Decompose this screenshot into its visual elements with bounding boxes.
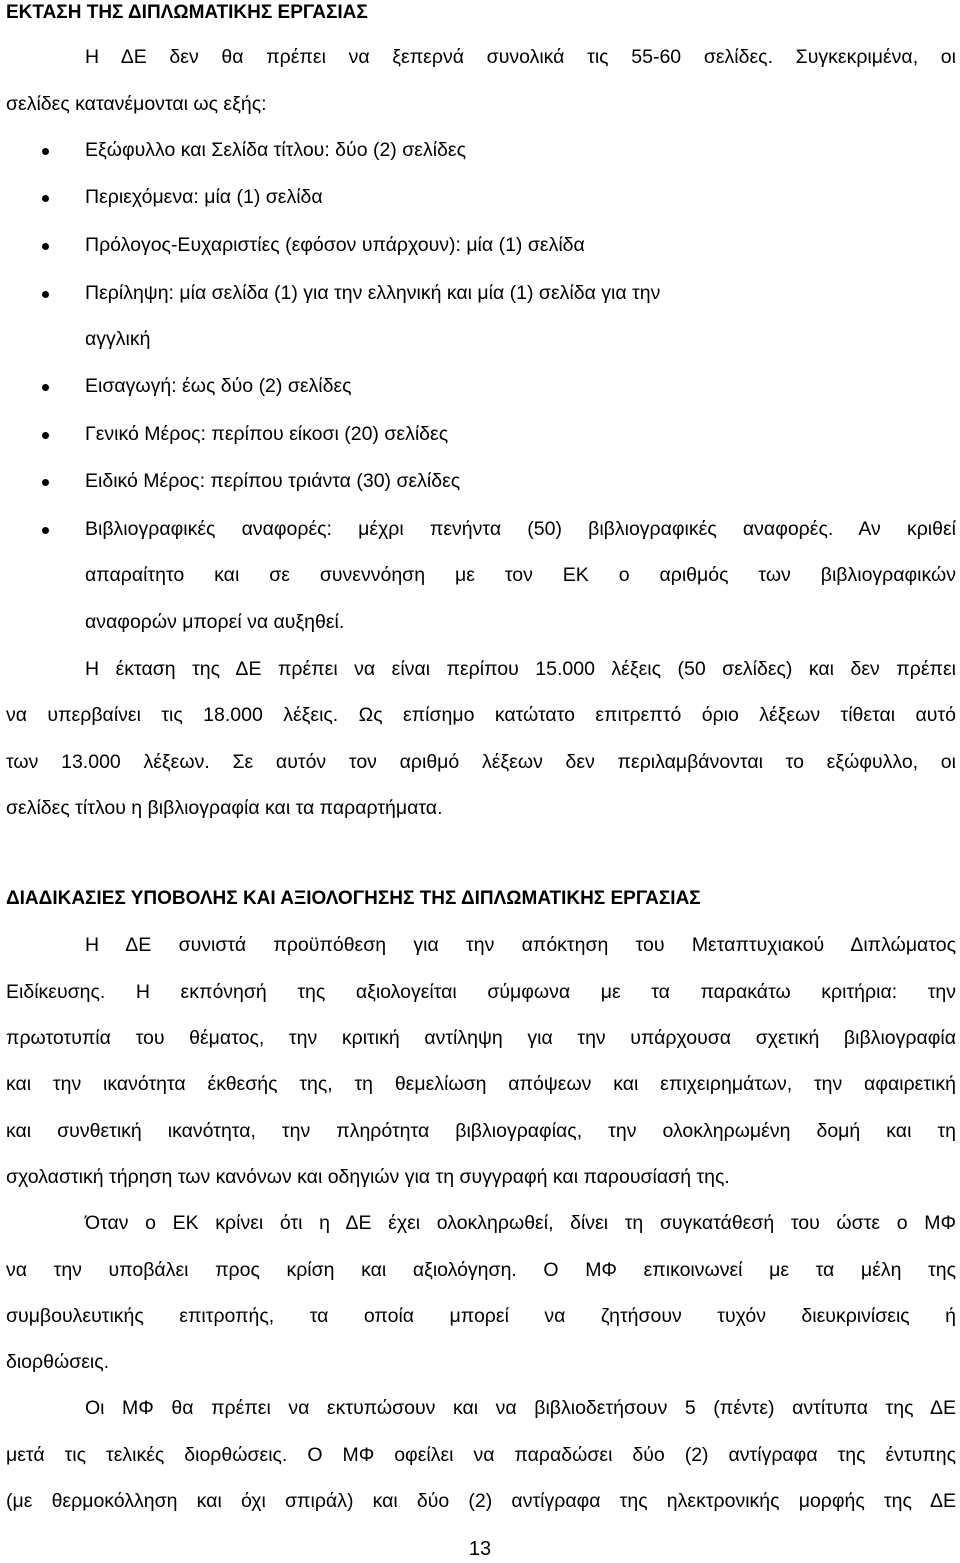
- list-item-continuation: αγγλική: [85, 328, 151, 350]
- list-item: Πρόλογος-Ευχαριστίες (εφόσον υπάρχουν): μία (1) σελίδα: [85, 234, 585, 256]
- list-item: Γενικό Μέρος: περίπου είκοσι (20) σελίδες: [85, 423, 449, 445]
- paragraph-line: πρωτοτυπία του θέματος, την κριτική αντίληψη για την υπάρχουσα σχετική βιβλιογραφία: [6, 1027, 956, 1049]
- list-item: Περιεχόμενα: μία (1) σελίδα: [85, 186, 323, 208]
- paragraph-line: Ειδίκευσης. Η εκπόνησή της αξιολογείται σύμφωνα με τα παρακάτω κριτήρια: την: [6, 981, 956, 1003]
- section-heading-extent: ΕΚΤΑΣΗ ΤΗΣ ΔΙΠΛΩΜΑΤΙΚΗΣ ΕΡΓΑΣΙΑΣ: [6, 2, 368, 23]
- paragraph-line: Η ΔΕ συνιστά προϋπόθεση για την απόκτηση του Μεταπτυχιακού Διπλώματος: [85, 934, 956, 956]
- paragraph-line: συμβουλευτικής επιτροπής, τα οποία μπορεί να ζητήσουν τυχόν διευκρινίσεις ή: [6, 1305, 956, 1327]
- bullet-icon: [42, 384, 49, 391]
- list-item: Εισαγωγή: έως δύο (2) σελίδες: [85, 375, 352, 397]
- paragraph-line: σελίδες κατανέμονται ως εξής:: [6, 93, 267, 115]
- paragraph-line: Η ΔΕ δεν θα πρέπει να ξεπερνά συνολικά τις 55-60 σελίδες. Συγκεκριμένα, οι: [85, 46, 956, 68]
- list-item-continuation: αναφορών μπορεί να αυξηθεί.: [85, 611, 345, 633]
- bullet-icon: [42, 148, 49, 155]
- list-item: Εξώφυλλο και Σελίδα τίτλου: δύο (2) σελίδες: [85, 139, 466, 161]
- list-item: Ειδικό Μέρος: περίπου τριάντα (30) σελίδες: [85, 470, 461, 492]
- paragraph-line: να την υποβάλει προς κρίση και αξιολόγηση. Ο ΜΦ επικοινωνεί με τα μέλη της: [6, 1259, 956, 1281]
- bullet-icon: [42, 527, 49, 534]
- paragraph-line: Οι ΜΦ θα πρέπει να εκτυπώσουν και να βιβλιοδετήσουν 5 (πέντε) αντίτυπα της ΔΕ: [85, 1397, 956, 1419]
- bullet-icon: [42, 291, 49, 298]
- bullet-icon: [42, 432, 49, 439]
- paragraph-line: και συνθετική ικανότητα, την πληρότητα βιβλιογραφίας, την ολοκληρωμένη δομή και τη: [6, 1120, 956, 1142]
- paragraph-line: των 13.000 λέξεων. Σε αυτόν τον αριθμό λέξεων δεν περιλαμβάνονται το εξώφυλλο, οι: [6, 751, 956, 773]
- paragraph-line: (με θερμοκόλληση και όχι σπιράλ) και δύο (2) αντίγραφα της ηλεκτρονικής μορφής της ΔΕ: [6, 1490, 956, 1512]
- list-item: Περίληψη: μία σελίδα (1) για την ελληνική και μία (1) σελίδα για την: [85, 282, 661, 304]
- bullet-icon: [42, 195, 49, 202]
- list-item-continuation: απαραίτητο και σε συνεννόηση με τον ΕΚ ο αριθμός των βιβλιογραφικών: [85, 564, 956, 586]
- bullet-icon: [42, 479, 49, 486]
- paragraph-line: Η έκταση της ΔΕ πρέπει να είναι περίπου 15.000 λέξεις (50 σελίδες) και δεν πρέπει: [85, 658, 956, 680]
- paragraph-line: μετά τις τελικές διορθώσεις. Ο ΜΦ οφείλει να παραδώσει δύο (2) αντίγραφα της έντυπης: [6, 1444, 956, 1466]
- paragraph-line: σελίδες τίτλου η βιβλιογραφία και τα παραρτήματα.: [6, 797, 443, 819]
- bullet-icon: [42, 243, 49, 250]
- paragraph-line: σχολαστική τήρηση των κανόνων και οδηγιών για τη συγγραφή και παρουσίασή της.: [6, 1166, 730, 1188]
- paragraph-line: Όταν ο ΕΚ κρίνει ότι η ΔΕ έχει ολοκληρωθεί, δίνει τη συγκατάθεσή του ώστε ο ΜΦ: [85, 1212, 956, 1234]
- paragraph-line: να υπερβαίνει τις 18.000 λέξεις. Ως επίσημο κατώτατο επιτρεπτό όριο λέξεων τίθεται αυτό: [6, 704, 956, 726]
- page-number: 13: [468, 1538, 492, 1560]
- paragraph-line: και την ικανότητα έκθεσής της, τη θεμελίωση απόψεων και επιχειρημάτων, την αφαιρετική: [6, 1073, 956, 1095]
- paragraph-line: διορθώσεις.: [6, 1351, 110, 1373]
- list-item: Βιβλιογραφικές αναφορές: μέχρι πενήντα (50) βιβλιογραφικές αναφορές. Αν κριθεί: [85, 518, 956, 540]
- section-heading-submission: ΔΙΑΔΙΚΑΣΙΕΣ ΥΠΟΒΟΛΗΣ ΚΑΙ ΑΞΙΟΛΟΓΗΣΗΣ ΤΗΣ ΔΙΠΛΩΜΑΤΙΚΗΣ ΕΡΓΑΣΙΑΣ: [6, 888, 701, 909]
